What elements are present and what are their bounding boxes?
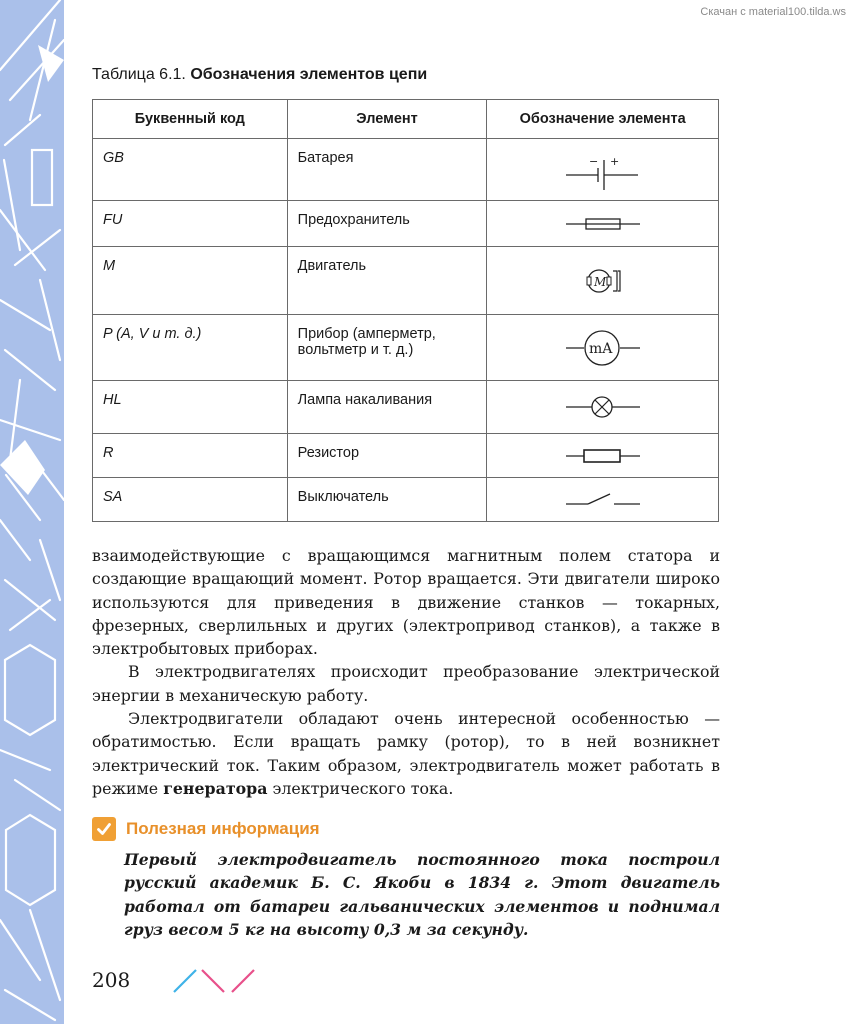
paragraph-3-text: Электродвигатели обладают очень интересной особенностью — обратимостью. Если вращать рамку (ротор), то в ней возникнет электрический ток. Таким образом, электродвигатель может работать в режиме [92, 709, 720, 798]
table-row [93, 381, 719, 434]
table-caption-number: Таблица 6.1. [92, 66, 186, 83]
row-code: HL [93, 381, 288, 434]
meter-symbol-icon [487, 315, 719, 381]
table-caption-title: Обозначения элементов цепи [190, 66, 428, 83]
table-row [93, 434, 719, 478]
row-code: R [93, 434, 288, 478]
useful-info-header [92, 815, 320, 843]
useful-info-text: Первый электродвигатель постоянного тока построил русский академик Б. С. Якоби в 1834 г. Этот двигатель работал от батареи гальванических элементов и поднимал груз весом 5 кг на высоту 0,3 м за секунду. [124, 850, 720, 939]
download-watermark: Скачан с material100.tilda.ws [700, 6, 846, 18]
decorative-lines-icon [172, 968, 262, 998]
table-header-row [93, 100, 719, 139]
row-code: FU [93, 201, 288, 247]
battery-minus-label: − [588, 154, 598, 168]
meter-label: mA [588, 340, 613, 357]
battery-plus-label: + [609, 154, 619, 168]
header-element: Элемент [287, 100, 487, 139]
table-row [93, 315, 719, 381]
row-element: Прибор (амперметр, вольтметр и т. д.) [287, 315, 487, 381]
main-text [92, 544, 720, 800]
row-code: GB [93, 139, 288, 201]
motor-symbol-icon [487, 247, 719, 315]
row-code: M [93, 247, 288, 315]
row-element: Выключатель [287, 478, 487, 522]
row-element: Батарея [287, 139, 487, 201]
resistor-symbol-icon [487, 434, 719, 478]
table-caption [92, 66, 427, 84]
bold-term-generator: генератора [163, 778, 268, 798]
paragraph-2: В электродвигателях происходит преобразование электрической энергии в механическую работу. [92, 662, 720, 705]
paragraph-3-end: электрического тока. [272, 778, 454, 798]
table-row [93, 247, 719, 315]
lamp-symbol-icon [487, 381, 719, 434]
table-row [93, 478, 719, 522]
row-element: Лампа накаливания [287, 381, 487, 434]
row-code: SA [93, 478, 288, 522]
row-element: Предохранитель [287, 201, 487, 247]
paragraph-3 [92, 707, 720, 800]
table-row [93, 139, 719, 201]
switch-symbol-icon [487, 478, 719, 522]
table-row [93, 201, 719, 247]
row-code: P (A, V и т. д.) [93, 315, 288, 381]
decorative-side-strip [0, 0, 64, 1024]
header-symbol: Обозначение элемента [487, 100, 719, 139]
page-number: 208 [92, 968, 131, 992]
motor-label: M [593, 274, 606, 289]
row-element: Резистор [287, 434, 487, 478]
fuse-symbol-icon [487, 201, 719, 247]
checkmark-icon [92, 817, 116, 841]
battery-symbol-icon [487, 139, 719, 201]
useful-info-title: Полезная информация [126, 819, 320, 838]
paragraph-1: взаимодействующие с вращающимся магнитным полем статора и создающие вращающий момент. Ротор вращается. Эти двигатели широко используются для приведения в движение станков — токарных, фрезерных, сверлильных и других (электропривод станков), а также в электробытовых приборах. [92, 546, 720, 659]
header-letter-code: Буквенный код [93, 100, 288, 139]
row-element: Двигатель [287, 247, 487, 315]
circuit-elements-table [92, 99, 719, 522]
